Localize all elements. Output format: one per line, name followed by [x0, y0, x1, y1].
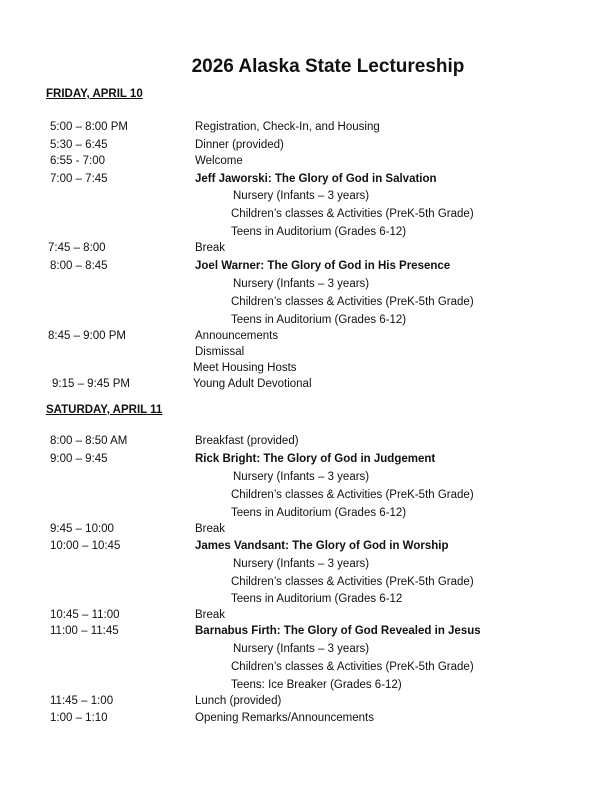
- schedule-time: 8:00 – 8:45: [50, 260, 108, 272]
- lecture-title: Barnabus Firth: The Glory of God Revealed in Jesus: [195, 625, 481, 637]
- schedule-event: Breakfast (provided): [195, 435, 299, 447]
- schedule-time: 11:00 – 11:45: [50, 625, 119, 637]
- class-item: Teens in Auditorium (Grades 6-12): [231, 226, 407, 238]
- class-item: Teens: Ice Breaker (Grades 6-12): [231, 679, 402, 691]
- class-item: Nursery (Infants – 3 years): [233, 190, 370, 202]
- lecture-title: Joel Warner: The Glory of God in His Presence: [195, 260, 451, 272]
- schedule-time: 9:15 – 9:45 PM: [52, 378, 130, 390]
- schedule-time: 7:00 – 7:45: [50, 173, 108, 185]
- lecture-title: Jeff Jaworski: The Glory of God in Salvation: [195, 173, 437, 185]
- schedule-time: 11:45 – 1:00: [50, 695, 114, 707]
- schedule-time: 5:30 – 6:45: [50, 139, 108, 151]
- day-heading-friday: FRIDAY, APRIL 10: [46, 88, 143, 100]
- class-item: Children’s classes & Activities (PreK-5th Grade): [231, 208, 474, 220]
- page-title: 2026 Alaska State Lectureship: [191, 56, 465, 77]
- schedule-event: Young Adult Devotional: [193, 378, 312, 390]
- schedule-event: Dismissal: [195, 346, 245, 358]
- schedule-time: 10:45 – 11:00: [50, 609, 120, 621]
- schedule-event: Lunch (provided): [195, 695, 282, 707]
- lecture-title: Rick Bright: The Glory of God in Judgement: [195, 453, 436, 465]
- class-item: Children’s classes & Activities (PreK-5th Grade): [231, 489, 474, 501]
- schedule-event: Break: [195, 242, 226, 254]
- day-heading-saturday: SATURDAY, APRIL 11: [46, 404, 163, 416]
- schedule-time: 9:45 – 10:00: [50, 523, 114, 535]
- schedule-event: Break: [195, 609, 226, 621]
- schedule-time: 10:00 – 10:45: [50, 540, 121, 552]
- class-item: Nursery (Infants – 3 years): [233, 471, 370, 483]
- class-item: Children’s classes & Activities (PreK-5th Grade): [231, 576, 474, 588]
- class-item: Children’s classes & Activities (PreK-5th Grade): [231, 661, 474, 673]
- schedule-event: Registration, Check-In, and Housing: [195, 121, 380, 133]
- class-item: Teens in Auditorium (Grades 6-12: [231, 593, 403, 605]
- schedule-time: 7:45 – 8:00: [48, 242, 106, 254]
- class-item: Children’s classes & Activities (PreK-5th Grade): [231, 296, 474, 308]
- schedule-time: 9:00 – 9:45: [50, 453, 108, 465]
- schedule-time: 8:45 – 9:00 PM: [48, 330, 126, 342]
- class-item: Nursery (Infants – 3 years): [233, 643, 370, 655]
- schedule-time: 6:55 - 7:00: [50, 155, 105, 167]
- class-item: Teens in Auditorium (Grades 6-12): [231, 507, 407, 519]
- class-item: Nursery (Infants – 3 years): [233, 558, 370, 570]
- schedule-event: Announcements: [195, 330, 279, 342]
- class-item: Teens in Auditorium (Grades 6-12): [231, 314, 407, 326]
- schedule-time: 8:00 – 8:50 AM: [50, 435, 128, 447]
- class-item: Nursery (Infants – 3 years): [233, 278, 370, 290]
- schedule-event: Welcome: [195, 155, 243, 167]
- lecture-title: James Vandsant: The Glory of God in Worship: [195, 540, 449, 552]
- schedule-time: 5:00 – 8:00 PM: [50, 121, 128, 133]
- schedule-event: Dinner (provided): [195, 139, 284, 151]
- schedule-event: Meet Housing Hosts: [193, 362, 297, 374]
- schedule-event: Break: [195, 523, 226, 535]
- schedule-event: Opening Remarks/Announcements: [195, 712, 374, 724]
- schedule-time: 1:00 – 1:10: [50, 712, 108, 724]
